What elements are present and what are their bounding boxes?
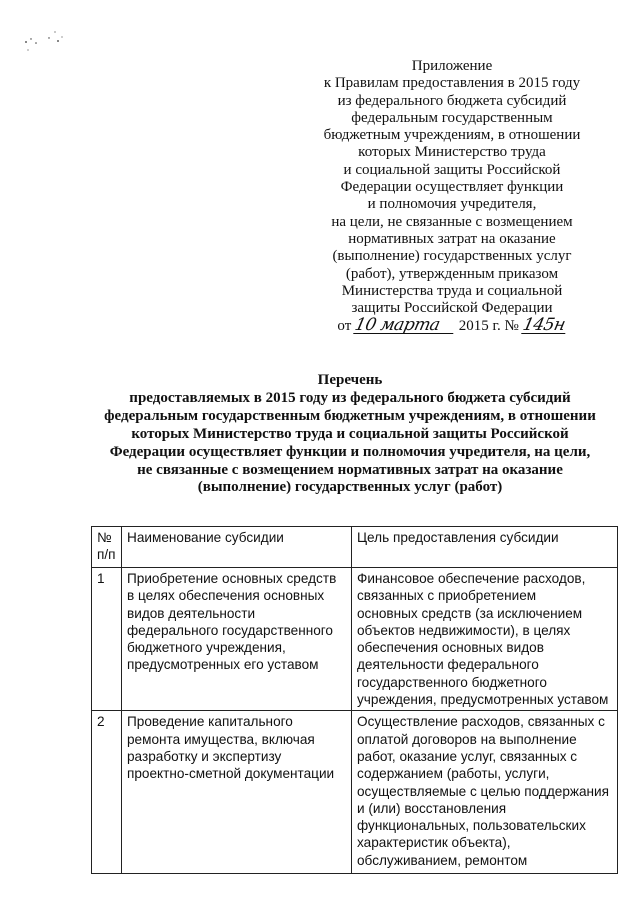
goal-line: работ, оказание услуг, связанных с xyxy=(357,748,578,764)
appendix-line: (работ), утвержденным приказом xyxy=(345,265,559,282)
appendix-line: Приложение xyxy=(411,58,493,74)
header-goal xyxy=(352,527,618,568)
header-goal-text: Цель предоставления субсидии xyxy=(357,530,559,545)
goal-line: обслуживанием, ремонтом xyxy=(357,852,528,868)
order-date-line xyxy=(318,317,586,335)
name-line: проектно-сметной документации xyxy=(127,766,335,782)
appendix-line: бюджетным учреждениям, в отношении xyxy=(323,127,581,144)
title-line: которых Министерство труда и социальной защиты Российской xyxy=(131,425,569,442)
goal-line: объектов недвижимости), в целях xyxy=(357,622,571,638)
appendix-line: которых Министерство труда xyxy=(358,144,546,161)
name-line: ремонта имущества, включая xyxy=(127,731,315,747)
goal-line: деятельности федерального xyxy=(357,657,539,673)
title-line: федеральным государственным бюджетным учреждениям, в отношении xyxy=(104,407,596,424)
goal-line: функциональных, пользовательских xyxy=(357,818,586,834)
header-name-text: Наименование субсидии xyxy=(127,530,284,545)
subsidies-table xyxy=(91,526,618,874)
goal-line: и (или) восстановления xyxy=(357,800,507,816)
goal-line: связанных с приобретением xyxy=(357,588,537,604)
name-line: предусмотренных его уставом xyxy=(127,657,319,673)
title-line: не связанные с возмещением нормативных затрат на оказание xyxy=(137,461,563,478)
document-title xyxy=(60,372,640,497)
goal-line: Осуществление расходов, связанных с xyxy=(357,714,605,730)
name-line: Проведение капитального xyxy=(127,714,293,730)
appendix-line: к Правилам предоставления в 2015 году xyxy=(323,75,581,92)
appendix-line: Федерации осуществляет функции xyxy=(340,179,564,196)
title-heading: Перечень xyxy=(317,372,383,388)
appendix-line: защиты Российской Федерации xyxy=(351,300,553,317)
appendix-line: Министерства труда и социальной xyxy=(341,282,563,299)
appendix-line: (выполнение) государственных услуг xyxy=(332,248,572,265)
goal-line: государственного бюджетного xyxy=(357,674,547,690)
appendix-block xyxy=(318,58,586,336)
name-line: бюджетного учреждения, xyxy=(127,640,286,656)
title-line: предоставляемых в 2015 году из федерального бюджета субсидий xyxy=(129,389,571,406)
appendix-line: и социальной защиты Российской xyxy=(343,161,561,178)
appendix-line: на цели, не связанные с возмещением xyxy=(331,213,573,230)
handwritten-date: 10 марта xyxy=(353,317,457,334)
header-num xyxy=(92,527,122,568)
name-line: видов деятельности xyxy=(127,605,256,621)
goal-line: характеристик объекта), xyxy=(357,835,511,851)
table-header-row xyxy=(92,527,618,568)
name-line: разработку и экспертизу xyxy=(127,748,282,764)
table-row xyxy=(92,711,618,874)
row-name xyxy=(122,711,352,874)
appendix-line: и полномочия учредителя, xyxy=(367,196,537,213)
order-prefix: от xyxy=(337,318,352,335)
goal-line: осуществляемые с целью поддержания xyxy=(357,783,610,799)
row-goal xyxy=(352,711,618,874)
appendix-line: нормативных затрат на оказание xyxy=(348,230,556,247)
order-year: 2015 г. № xyxy=(458,318,519,335)
row-num: 1 xyxy=(92,568,122,711)
title-line: (выполнение) государственных услуг (работ) xyxy=(197,479,503,496)
table-row xyxy=(92,568,618,711)
row-name xyxy=(122,568,352,711)
goal-line: содержанием (работы, услуги, xyxy=(357,766,550,782)
header-name xyxy=(122,527,352,568)
goal-line: Финансовое обеспечение расходов, xyxy=(357,571,586,586)
goal-line: основных средств (за исключением xyxy=(357,605,583,621)
header-num-line: № xyxy=(97,530,112,545)
goal-line: оплатой договоров на выполнение xyxy=(357,731,577,747)
name-line: Приобретение основных средств xyxy=(127,571,337,586)
appendix-line: из федерального бюджета субсидий xyxy=(337,92,567,109)
row-num: 2 xyxy=(92,711,122,874)
scan-specks xyxy=(22,28,72,58)
name-line: федерального государственного xyxy=(127,622,333,638)
goal-line: учреждения, предусмотренных уставом xyxy=(357,692,609,708)
title-line: Федерации осуществляет функции и полномочия учредителя, на цели, xyxy=(109,443,591,460)
appendix-line: федеральным государственным xyxy=(351,109,553,126)
goal-line: обеспечения основных видов xyxy=(357,640,544,656)
row-goal xyxy=(352,568,618,711)
handwritten-order-number: 145н xyxy=(520,315,567,336)
name-line: в целях обеспечения основных xyxy=(127,588,325,604)
header-num-line: п/п xyxy=(97,547,116,563)
